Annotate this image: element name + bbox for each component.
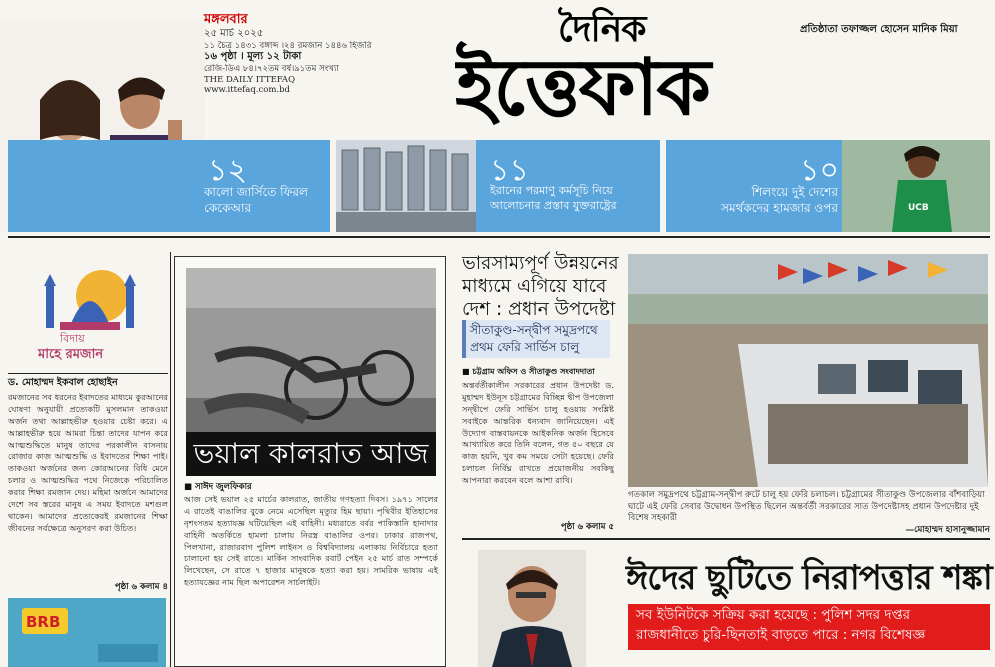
band-rule: [8, 236, 990, 238]
eid-redbar: [628, 604, 990, 650]
badge-top: বিদায়: [60, 332, 85, 345]
teaser-text: শিলংয়ে দুই দেশের সমর্থকদের হামজার ওপর: [721, 185, 838, 216]
photo-credit: —মোহাম্মদ হাসানুজ্জামান: [905, 524, 990, 535]
eid-line-2: রাজধানীতে চুরি-ছিনতাই বাড়তে পারে : নগর বিশেষজ্ঞ: [636, 626, 926, 643]
gregorian-date: ২৫ মার্চ ২০২৫: [204, 28, 264, 40]
left-divider: [170, 252, 171, 667]
date-block: [204, 12, 464, 96]
eid-line-1: সব ইউনিটকে সক্রিয় করা হয়েছে : পুলিশ সদর দপ্তর: [636, 607, 910, 623]
center-headline[interactable]: ভয়াল কালরাত আজ: [186, 432, 436, 476]
mid-byline: ■ চট্টগ্রাম অফিস ও সীতাকুণ্ড সংবাদদাতা: [462, 367, 595, 376]
mid-rule: [462, 538, 990, 540]
mid-subhead: সীতাকুণ্ড-সন্দ্বীপ সমুদ্রপথে প্রথম ফেরি সার্ভিস চালু: [462, 320, 610, 358]
teaser-2[interactable]: [476, 140, 660, 232]
teaser-page-number: ১২: [208, 153, 247, 188]
teaser-text: কালো জার্সিতে ফিরল কেকেআর: [204, 185, 308, 216]
left-continued[interactable]: পৃষ্ঠা ৬ কলাম ৪: [114, 582, 168, 592]
teaser-1[interactable]: [8, 140, 330, 232]
mid-continued[interactable]: পৃষ্ঠা ৬ কলাম ৫: [560, 522, 614, 532]
svg-text:UCB: UCB: [908, 203, 929, 213]
teaser-3[interactable]: [666, 140, 842, 232]
ramadan-badge: [30, 256, 150, 368]
founder-line: প্রতিষ্ঠাতা তফাজ্জল হোসেন মানিক মিয়া: [800, 24, 958, 35]
pages-price: ১৬ পৃষ্ঠা । মূল্য ১২ টাকা: [204, 51, 302, 63]
masthead-title: ইত্তেফাক: [455, 42, 709, 133]
weekday: মঙ্গলবার: [204, 12, 248, 27]
reactor-photo: [336, 140, 476, 232]
registration: রেজি-ডিএ ৮৪।৭২তম বর্ষ।৯১তম সংখ্যা: [204, 63, 339, 74]
english-name: THE DAILY ITTEFAQ: [204, 74, 296, 85]
brb-ad: [8, 598, 166, 667]
ferry-caption-text: গতকাল সমুদ্রপথে চট্টগ্রাম-সন্দ্বীপ রুটে চালু হয় ফেরি চলাচল। চট্টগ্রামের সীতাকুণ্ড উপজেলার বাঁশবাড়িয়া ঘাটে এই ফেরি সেবার উদ্বোধন উপস্থিত ছিলেন অন্তর্বর্তী সরকারের সাত উপদেষ্টাসহ প্রধান উপদেষ্টার দুই বিশেষ সহকারী: [628, 490, 985, 524]
bangla-hijri-date: ১১ চৈত্র ১৪৩১ বঙ্গাব্দ ।২৪ রমজান ১৪৪৬ হিজরি: [204, 40, 372, 51]
mid-body: অন্তর্বর্তীকালীন সরকারের প্রধান উপদেষ্টা ড. মুহাম্মদ ইউনূস চট্টগ্রামের বিচ্ছিন্ন দ্বীপ উপজেলা সন্দ্বীপে ফেরি সার্ভিস চালু হওয়ায় সংশ্লিষ্ট সবাইকে আন্তরিক ধন্যবাদ জানিয়েছেন। এই উদ্যোগ বাস্তবায়নকে আইকনিক অর্জন হিসেবে আখ্যায়িত করে তিনি বলেন, গত ৫০ বছরে যে কাজ হয়নি, খুব কম সময়ে সেটা হয়েছে। ফেরি চলাচল নির্বিঘ্ন রাখতে প্রয়োজনীয় সবকিছু আপনারা করবেন বলে আশা রাখি।: [462, 380, 614, 486]
eid-headline[interactable]: ঈদের ছুটিতে নিরাপত্তার শঙ্কা: [626, 558, 992, 598]
svg-text:BRB: BRB: [26, 613, 61, 631]
left-body: রমজানের সব ধরনের ইবাদতের মাধ্যমে কুরআনের ঘোষণা অনুযায়ী প্রত্যেকটি মুসলমান তাকওয়া অর্জন তথা আল্লাহভীরু হওয়ার চেষ্টা করে। এ আল্লাহভীরু হয়ে আমরা চিন্তা তাদের যাপন করে আত্মশুদ্ধিতে মানুষ তাদের পরকালীন বাসনায় রোজার কাজ আত্মশুদ্ধি ও ইবাদতের শিক্ষা পাই। তাকওয়া অর্জনের জন্য কোরআনের বিধি মেনে চলার ও আত্মশুদ্ধির পথে নিজেকে পরিচালিত করার শিক্ষা রমজান দেয়। মহিমা অর্জনে আমাদের দেশে সব স্তরের মানুষ এ সময় ইবাদতে মশগুল থাকেন। আমাদের প্রত্যেকেরই রমজানের শিক্ষা জীবনের সর্বক্ষেত্রে অনুসরণ করা উচিত।: [8, 392, 168, 533]
teaser-page-number: ১০: [800, 153, 839, 188]
teaser-text: ইরানের পরমাণু কর্মসূচি নিয়ে আলোচনার প্রস্তাব যুক্তরাষ্ট্রের: [490, 184, 617, 212]
mid-headline[interactable]: ভারসাম্যপূর্ণ উন্নয়নের মাধ্যমে এগিয়ে যাবে দেশ : প্রধান উপদেষ্টা: [462, 253, 619, 321]
website: www.ittefaq.com.bd: [204, 85, 290, 96]
teaser-page-number: ১১: [490, 153, 529, 188]
badge-bottom: মাহে রমজান: [38, 347, 104, 362]
masthead-dainik: দৈনিক: [558, 8, 646, 50]
ferry-photo: [628, 254, 988, 487]
footballer-photo: [842, 140, 990, 232]
ferry-caption: [628, 490, 990, 536]
left-author: ড. মোহাম্মদ ইকবাল হোছাইন: [8, 373, 168, 391]
portrait-photo: [478, 550, 586, 667]
center-body: আজ সেই ভয়াল ২৫ মার্চের কালরাত, জাতীয় গণহত্যা দিবস। ১৯৭১ সালের এ রাতেই বাঙালির বুকে নেমে এসেছিল মৃত্যুর হিম ছায়া। পৃথিবীর ইতিহাসের নৃশংসতম হত্যাযজ্ঞ ঘটিয়েছিল এই বাহিনী। মধ্যরাতে বর্বর পাকিস্তানি হানাদার বাহিনী অতর্কিতে হামলা চালায় নিরস্ত্র বাঙালির ওপর। ঢাকার রাজপথ, পিলখানা, রাজারবাগ পুলিশ লাইনস ও বিশ্ববিদ্যালয় এলাকায় নির্বিচারে হত্যা চালানো হয় সেই রাতে। মার্কিন সাংবাদিক রবার্ট পেইন ২৫ মার্চ রাত সম্পর্কে লিখেছেন, সে রাতে ৭ হাজার মানুষকে হত্যা করা হয়। সামরিক ভাষায় এই হত্যাযজ্ঞের নাম ছিল অপারেশন সার্চলাইট।: [184, 494, 438, 588]
center-byline: ■ সাঈদ জুলফিকার: [184, 482, 252, 492]
